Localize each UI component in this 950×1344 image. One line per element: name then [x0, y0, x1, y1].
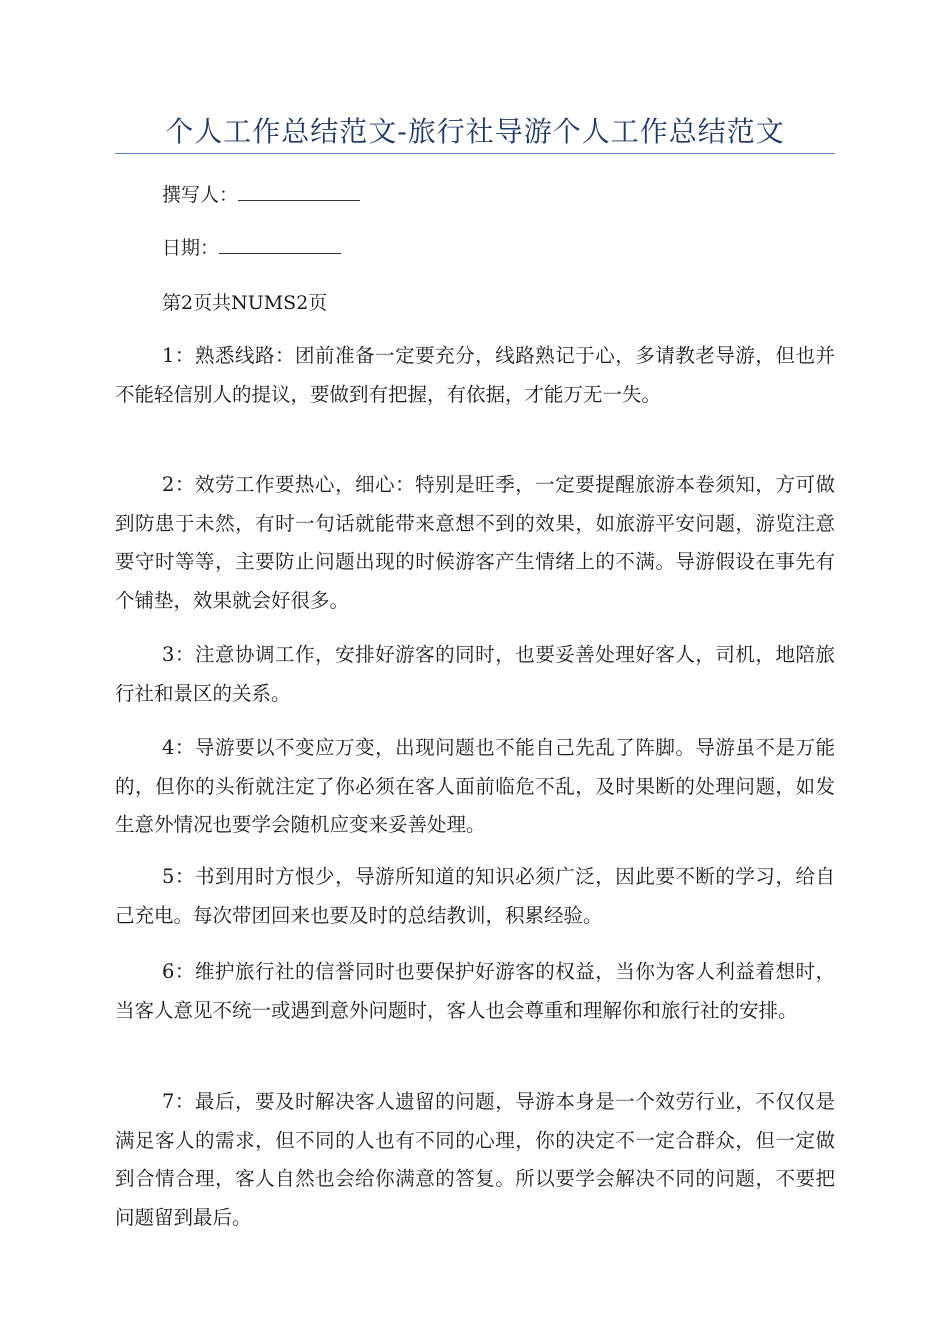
paragraph-2: 2：效劳工作要热心，细心：特别是旺季，一定要提醒旅游本卷须知，方可做到防患于未然，有时一句话就能带来意想不到的效果，如旅游平安问题，游览注意要守时等等，主要防止问题出现的时候游客产生情绪上的不满。导游假设在事先有个铺垫，效果就会好很多。 [115, 473, 835, 612]
author-line [162, 182, 360, 208]
paragraph-3: 3：注意协调工作，安排好游客的同时，也要妥善处理好客人，司机，地陪旅行社和景区的关系。 [115, 643, 835, 705]
date-label: 日期： [162, 237, 220, 259]
document-title: 个人工作总结范文-旅行社导游个人工作总结范文 [165, 115, 785, 148]
paragraph-4: 4：导游要以不变应万变，出现问题也不能自己先乱了阵脚。导游虽不是万能的，但你的头衔就注定了你必须在客人面前临危不乱，及时果断的处理问题，如发生意外情况也要学会随机应变来妥善处理。 [115, 736, 835, 836]
author-blank [238, 184, 360, 201]
paragraph-1: 1：熟悉线路：团前准备一定要充分，线路熟记于心，多请教老导游，但也并不能轻信别人的提议，要做到有把握，有依据，才能万无一失。 [115, 344, 835, 406]
paragraph-7: 7：最后，要及时解决客人遗留的问题，导游本身是一个效劳行业，不仅仅是满足客人的需求，但不同的人也有不同的心理，你的决定不一定合群众，但一定做到合情合理，客人自然也会给你满意的答复。所以要学会解决不同的问题，不要把问题留到最后。 [115, 1090, 835, 1229]
date-line [162, 235, 341, 261]
author-label: 撰写人： [162, 184, 239, 206]
page-info: 第2页共NUMS2页 [162, 292, 328, 314]
date-blank [219, 237, 341, 254]
paragraph-5: 5：书到用时方恨少，导游所知道的知识必须广泛，因此要不断的学习，给自己充电。每次带团回来也要及时的总结教训，积累经验。 [115, 865, 835, 927]
title-underline [115, 153, 835, 154]
paragraph-6: 6：维护旅行社的信誉同时也要保护好游客的权益，当你为客人利益着想时，当客人意见不统一或遇到意外问题时，客人也会尊重和理解你和旅行社的安排。 [115, 960, 835, 1022]
